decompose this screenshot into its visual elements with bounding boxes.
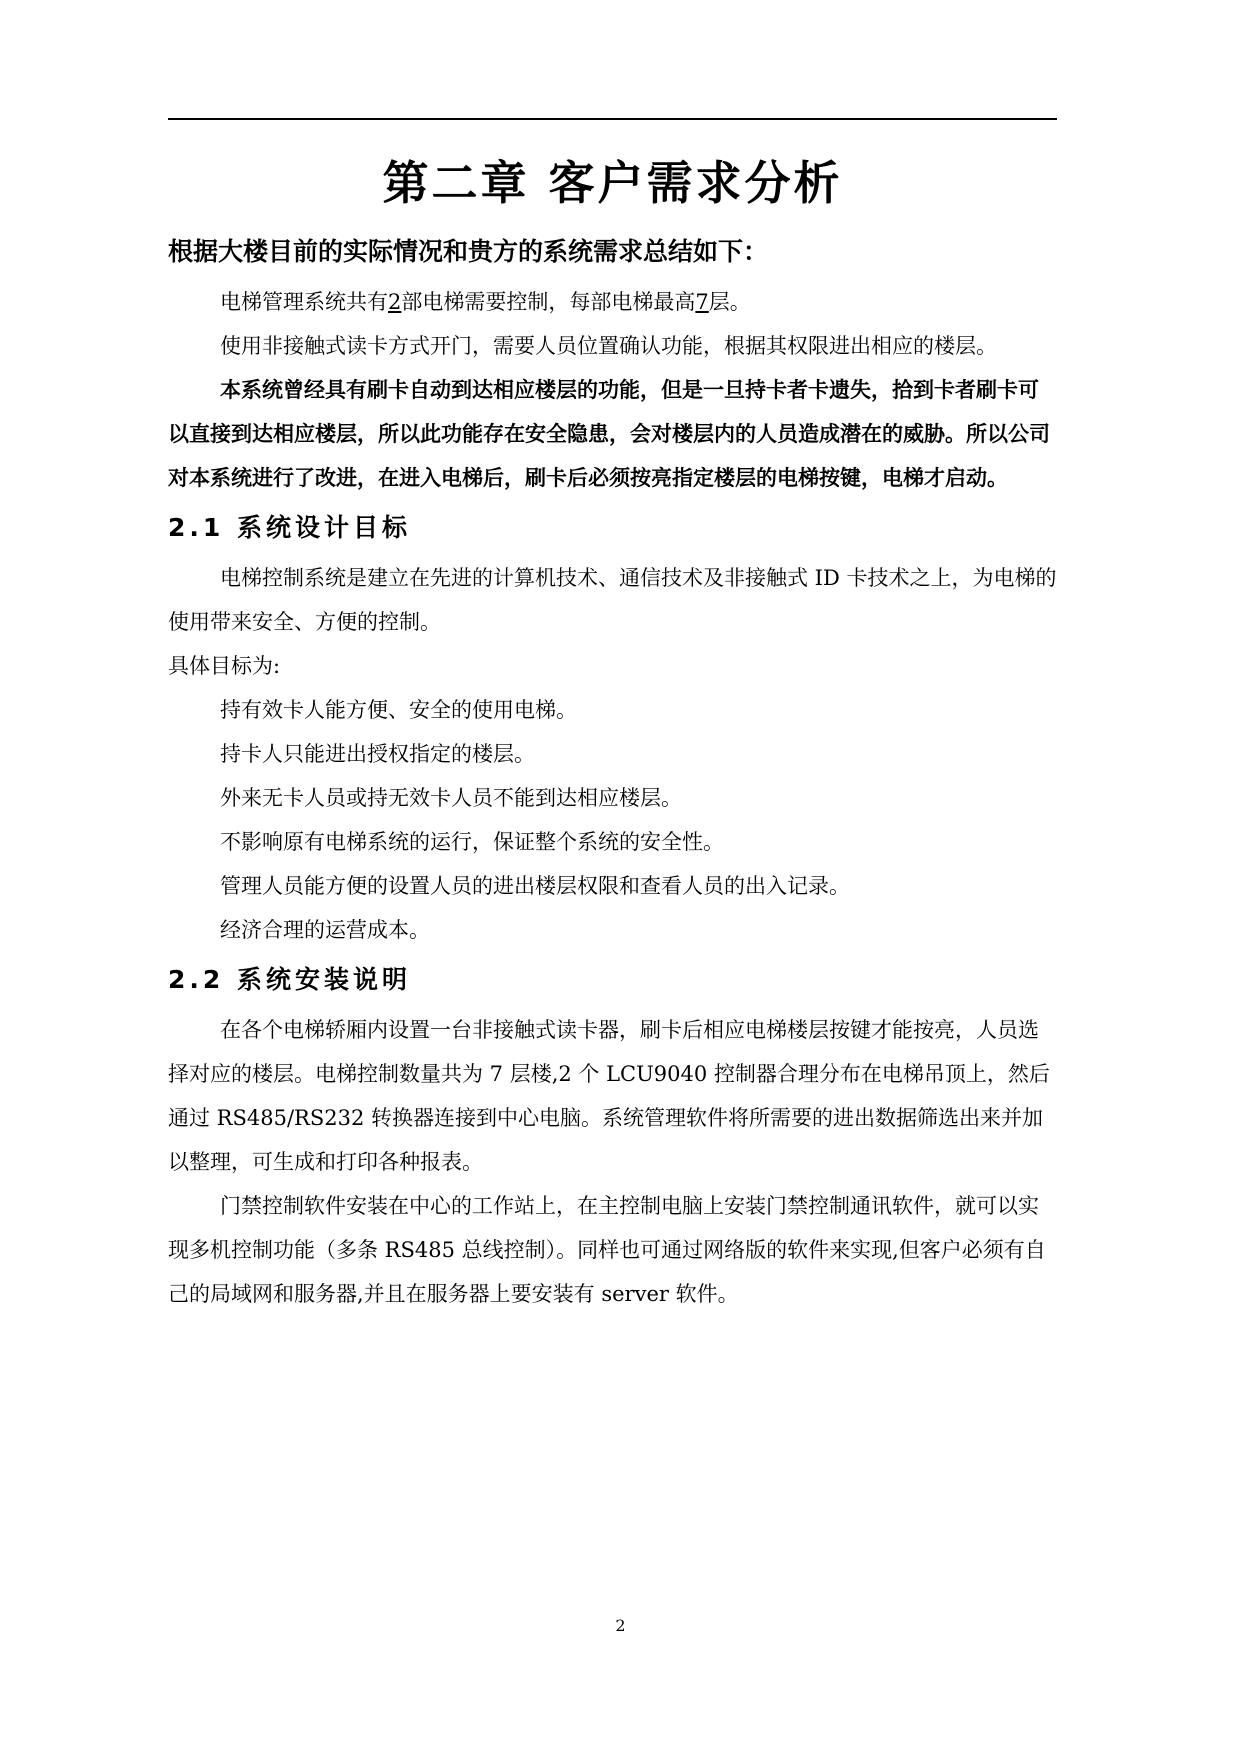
installation-paragraph: 在各个电梯轿厢内设置一台非接触式读卡器，刷卡后相应电梯楼层按键才能按亮，人员选择对应的楼层。电梯控制数量共为 7 层楼,2 个 LCU9040 控制器合理分布在电梯吊顶上，然后通过 RS485/RS232 转换器连接到中心电脑。系统管理软件将所需要的进出数据筛选出来并加以整理，可生成和打印各种报表。 bbox=[168, 1018, 1050, 1174]
header-rule bbox=[168, 118, 1057, 120]
goal-item: 不影响原有电梯系统的运行，保证整个系统的安全性。 bbox=[220, 830, 724, 854]
improvement-paragraph: 本系统曾经具有刷卡自动到达相应楼层的功能，但是一旦持卡者卡遗失，拾到卡者刷卡可以直接到达相应楼层，所以此功能存在安全隐患，会对楼层内的人员造成潜在的威胁。所以公司对本系统进行了改进，在进入电梯后，刷卡后必须按亮指定楼层的电梯按键，电梯才启动。 bbox=[168, 378, 1050, 490]
section-2-1-title: 2.1 系统设计目标 bbox=[168, 513, 411, 542]
document-page bbox=[168, 142, 1057, 1316]
section-2-2-title: 2.2 系统安装说明 bbox=[168, 965, 411, 994]
card-access-paragraph: 使用非接触式读卡方式开门，需要人员位置确认功能，根据其权限进出相应的楼层。 bbox=[220, 334, 997, 358]
software-paragraph: 门禁控制软件安装在中心的工作站上，在主控制电脑上安装门禁控制通讯软件，就可以实现多机控制功能（多条 RS485 总线控制）。同样也可通过网络版的软件来实现,但客户必须有自己的局域网和服务器,并且在服务器上要安装有 server 软件。 bbox=[168, 1194, 1046, 1306]
goal-item: 外来无卡人员或持无效卡人员不能到达相应楼层。 bbox=[220, 786, 682, 810]
summary-heading: 根据大楼目前的实际情况和贵方的系统需求总结如下： bbox=[168, 237, 769, 266]
goal-item: 持有效卡人能方便、安全的使用电梯。 bbox=[220, 698, 577, 722]
elevator-count-paragraph bbox=[168, 280, 1057, 324]
page-number: 2 bbox=[615, 1616, 626, 1635]
goals-label: 具体目标为: bbox=[168, 654, 281, 678]
elevator-text-1: 电梯管理系统共有 bbox=[220, 290, 388, 314]
goal-item: 管理人员能方便的设置人员的进出楼层权限和查看人员的出入记录。 bbox=[220, 874, 850, 898]
chapter-title: 第二章 客户需求分析 bbox=[382, 156, 843, 210]
elevator-text-3: 层。 bbox=[708, 290, 751, 314]
elevator-text-2: 部电梯需要控制，每部电梯最高 bbox=[401, 290, 696, 314]
elevator-count: 2 bbox=[388, 290, 402, 314]
floor-count: 7 bbox=[695, 290, 709, 314]
goal-item: 持卡人只能进出授权指定的楼层。 bbox=[220, 742, 535, 766]
section-2-1-intro: 电梯控制系统是建立在先进的计算机技术、通信技术及非接触式 ID 卡技术之上，为电梯的使用带来安全、方便的控制。 bbox=[168, 566, 1057, 634]
goal-item: 经济合理的运营成本。 bbox=[220, 918, 430, 942]
